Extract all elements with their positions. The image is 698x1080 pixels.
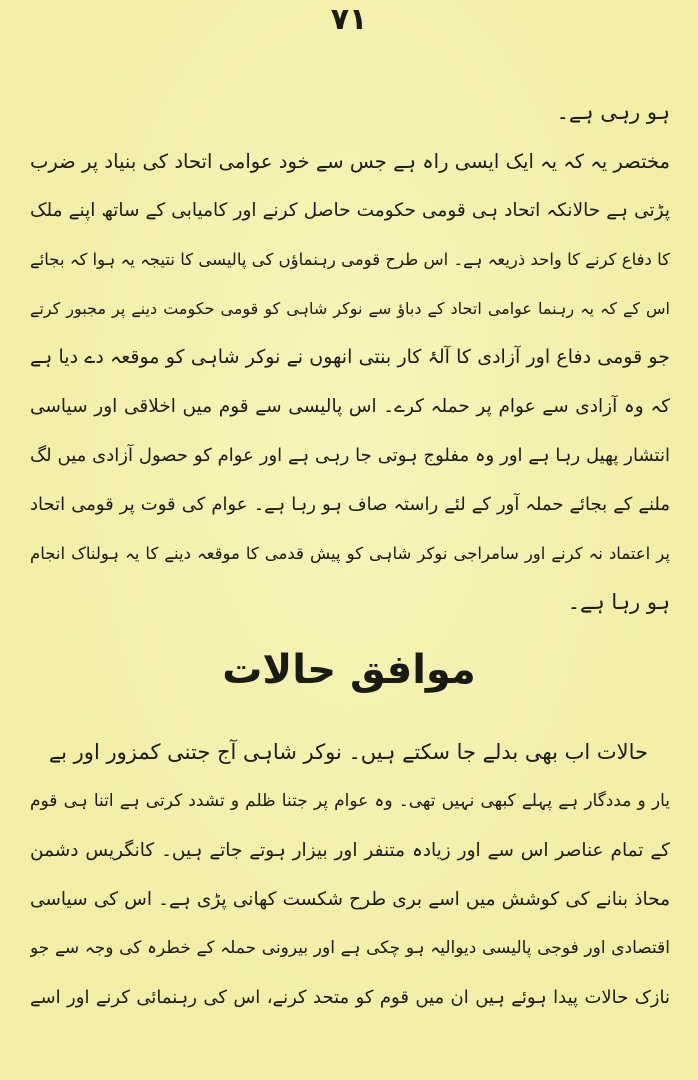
text-line: کے تمام عناصر اس سے اور زیادہ متنفر اور بیزار ہوتے جاتے ہیں۔ کانگریس دشمن	[30, 840, 670, 861]
text-line: ہو رہی ہے۔	[556, 100, 670, 124]
page-number: ۷۱	[330, 2, 368, 37]
text-line: حالات اب بھی بدلے جا سکتے ہیں۔ نوکر شاہی آج جتنی کمزور اور بے	[48, 740, 648, 764]
text-line: مختصر یہ کہ یہ ایک ایسی راہ ہے جس سے خود عوامی اتحاد کی بنیاد پر ضرب	[30, 150, 670, 173]
text-line: اس کے کہ یہ رہنما عوامی اتحاد کے دباؤ سے نوکر شاہی کو قومی حکومت دینے پر مجبور کرتے	[30, 299, 670, 318]
text-line: پر اعتماد نہ کرنے اور سامراجی نوکر شاہی کو پیش قدمی کا موقعہ دینے کا یہ ہولناک انجام	[30, 544, 670, 563]
text-line: انتشار پھیل رہا ہے اور وہ مفلوج ہوتی جا رہی ہے اور عوام کو حصول آزادی میں لگ	[30, 445, 670, 466]
text-line: یار و مددگار ہے پہلے کبھی نہیں تھی۔ وہ عوام پر جتنا ظلم و تشدد کرتی ہے اتنا ہی قوم	[30, 791, 670, 811]
text-line: محاذ بنانے کی کوشش میں اسے بری طرح شکست کھانی پڑی ہے۔ اس کی سیاسی	[30, 889, 670, 910]
bottom-paragraph	[30, 728, 670, 1022]
text-line: کا دفاع کرنے کا واحد ذریعہ ہے۔ اس طرح قومی رہنماؤں کی پالیسی کا نتیجہ یہ ہوا کہ بجائے	[30, 250, 670, 269]
section-heading: موافق حالات	[222, 647, 476, 693]
top-paragraph	[30, 88, 670, 627]
text-line: کہ وہ آزادی سے عوام پر حملہ کرے۔ اس پالیسی سے قوم میں اخلاقی اور سیاسی	[30, 396, 670, 417]
text-line: جو قومی دفاع اور آزادی کا آلۂ کار بنتی انھوں نے نوکر شاہی کو موقعہ دے دیا ہے	[30, 346, 670, 368]
text-line: ملنے کے بجائے حملہ آور کے لئے راستہ صاف ہو رہا ہے۔ عوام کی قوت پر قومی اتحاد	[30, 494, 670, 515]
text-line: ہو رہا ہے۔	[567, 590, 670, 614]
text-line: پڑتی ہے حالانکہ اتحاد ہی قومی حکومت حاصل کرنے اور کامیابی کے ساتھ اپنے ملک	[30, 200, 670, 221]
text-line: اقتصادی اور فوجی پالیسی دیوالیہ ہو چکی ہے اور بیرونی حملہ کے خطرہ کی وجہ سے جو	[30, 938, 670, 958]
text-line: نازک حالات پیدا ہوئے ہیں ان میں قوم کو متحد کرنے، اس کی رہنمائی کرنے اور اسے	[30, 987, 670, 1008]
